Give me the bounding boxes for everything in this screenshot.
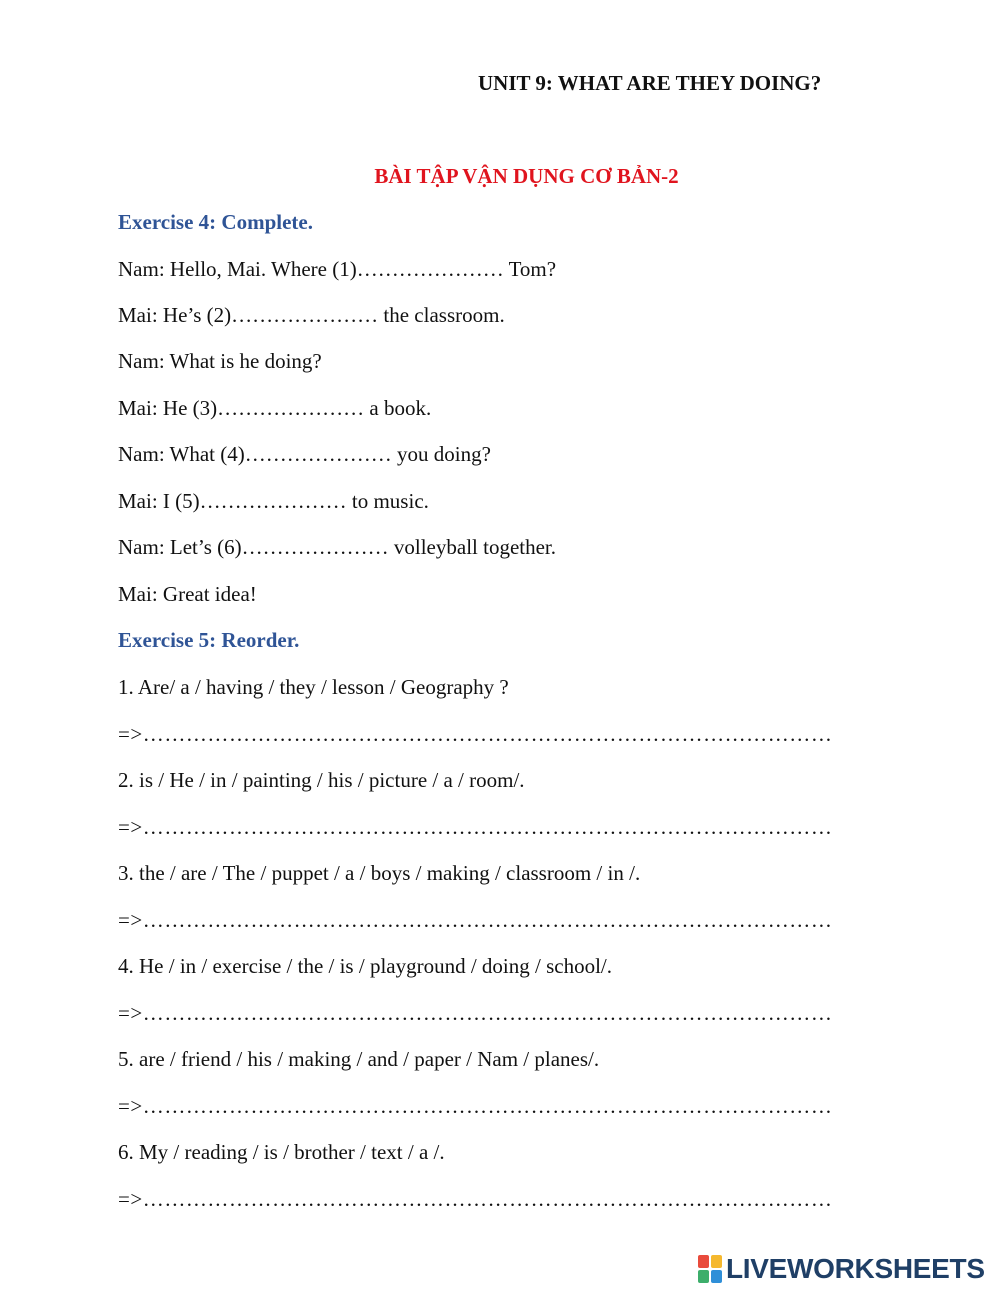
answer-line: =>……………………………………………………………………………………: [118, 1187, 833, 1211]
dialogue-line: Mai: Great idea!: [118, 582, 257, 606]
exercise-5-heading: Exercise 5: Reorder.: [118, 628, 300, 652]
reorder-prompt: 4. He / in / exercise / the / is / playground / doing / school/.: [118, 954, 613, 978]
answer-line: =>……………………………………………………………………………………: [118, 908, 833, 932]
dialogue-line: Nam: What is he doing?: [118, 349, 322, 373]
reorder-prompt: 3. the / are / The / puppet / a / boys / making / classroom / in /.: [118, 861, 641, 885]
dialogue-line: Nam: What (4)………………… you doing?: [118, 442, 491, 466]
dialogue-line: Mai: I (5)………………… to music.: [118, 489, 429, 513]
section-title: BÀI TẬP VẬN DỤNG CƠ BẢN-2: [374, 164, 679, 188]
dialogue-line: Mai: He’s (2)………………… the classroom.: [118, 303, 505, 327]
dialogue-line: Nam: Let’s (6)………………… volleyball together.: [118, 535, 557, 559]
liveworksheets-blocks-icon: [698, 1255, 722, 1283]
reorder-prompt: 6. My / reading / is / brother / text / a /.: [118, 1140, 445, 1164]
unit-title: UNIT 9: WHAT ARE THEY DOING?: [478, 71, 822, 95]
exercise-4-heading: Exercise 4: Complete.: [118, 210, 313, 234]
reorder-prompt: 5. are / friend / his / making / and / paper / Nam / planes/.: [118, 1047, 600, 1071]
dialogue-line: Mai: He (3)………………… a book.: [118, 396, 432, 420]
logo-text: LIVEWORKSHEETS: [726, 1253, 985, 1284]
answer-line: =>……………………………………………………………………………………: [118, 815, 833, 839]
liveworksheets-logo[interactable]: [698, 1254, 985, 1284]
answer-line: =>……………………………………………………………………………………: [118, 1094, 833, 1118]
reorder-prompt: 2. is / He / in / painting / his / picture / a / room/.: [118, 768, 525, 792]
answer-line: =>……………………………………………………………………………………: [118, 1001, 833, 1025]
answer-line: =>……………………………………………………………………………………: [118, 722, 833, 746]
dialogue-line: Nam: Hello, Mai. Where (1)………………… Tom?: [118, 257, 557, 281]
reorder-prompt: 1. Are/ a / having / they / lesson / Geography ?: [118, 675, 509, 699]
